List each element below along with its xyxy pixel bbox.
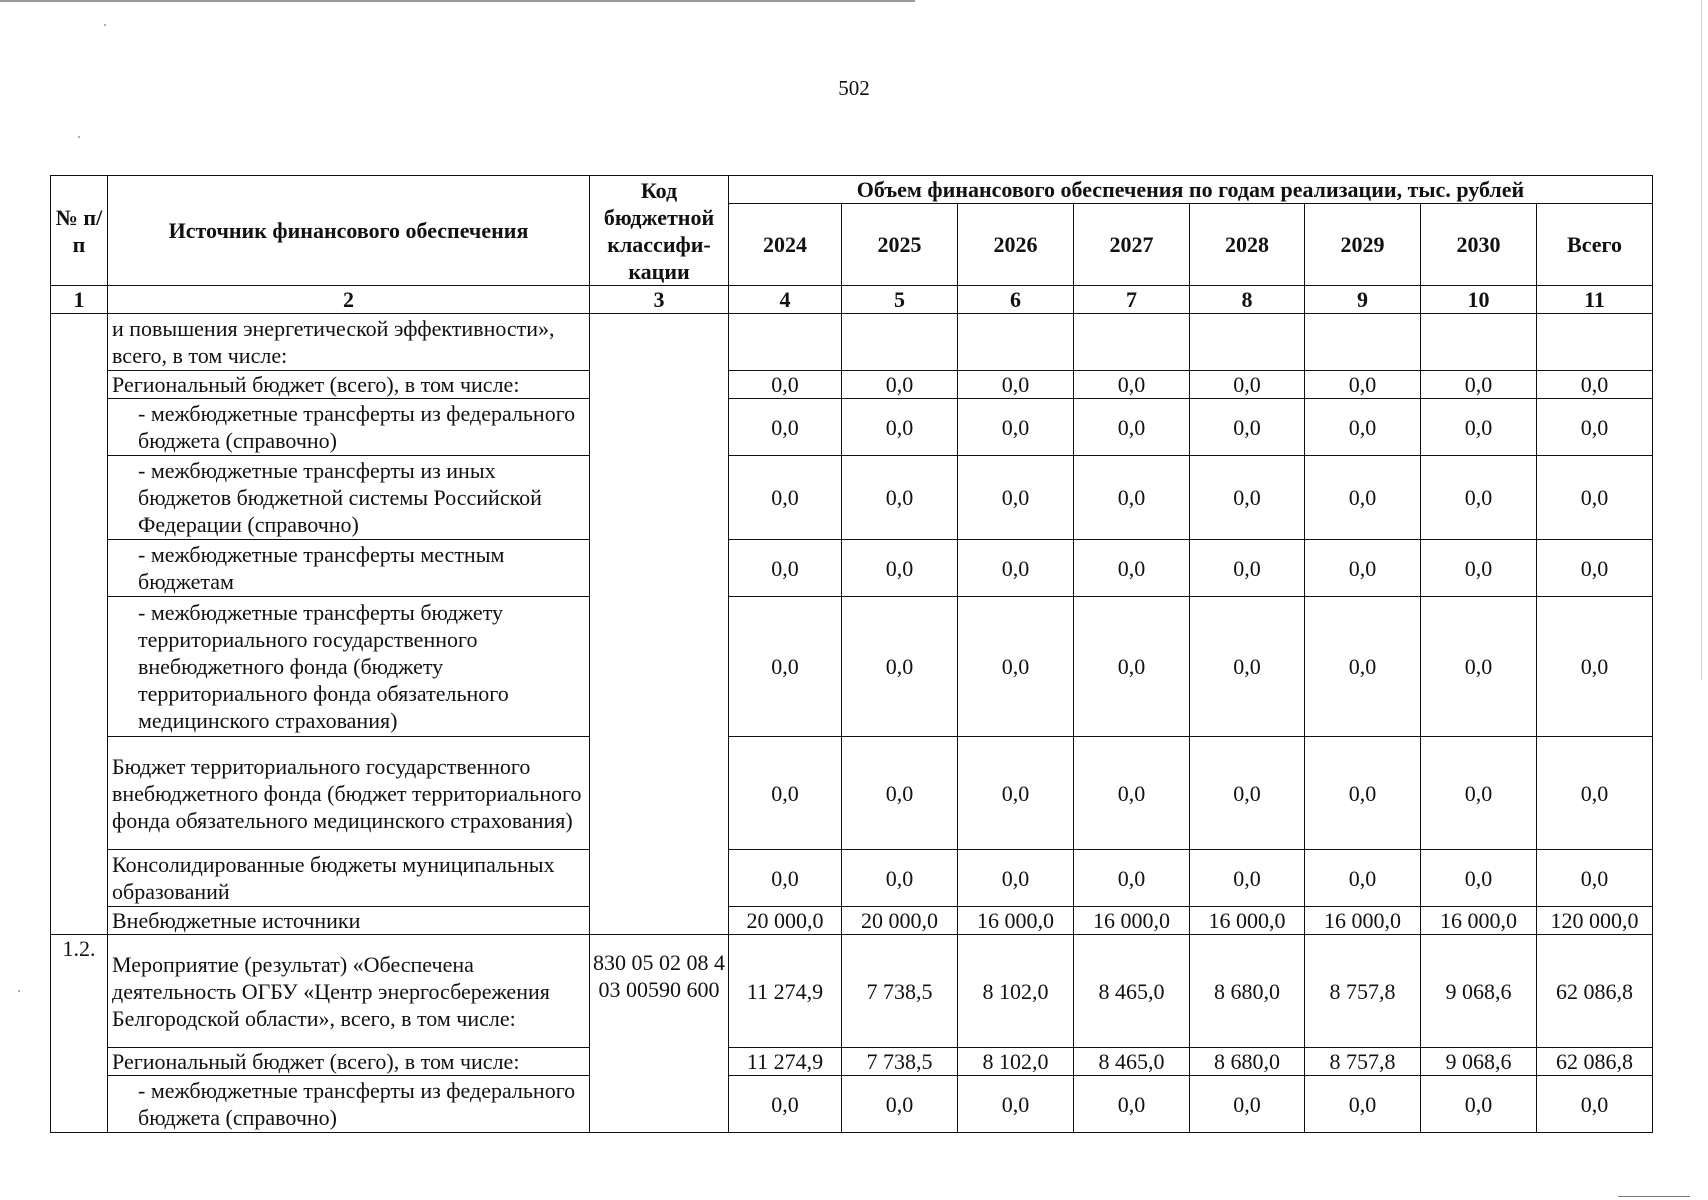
value-cell: 0,0 [842,1076,958,1133]
table-row [51,597,1653,737]
value-cell: 0,0 [1421,850,1537,907]
column-number: 10 [1421,286,1537,314]
value-cell: 0,0 [1190,399,1305,456]
value-cell: 0,0 [958,737,1074,850]
value-cell: 0,0 [1421,540,1537,597]
value-cell: 0,0 [1074,850,1190,907]
value-cell: 8 102,0 [958,1048,1074,1076]
value-cell: 0,0 [1305,1076,1421,1133]
source-cell: Бюджет территориального государственного внебюджетного фонда (бюджет территориального фонда обязательного медицинского страхования) [108,737,590,850]
value-cell: 0,0 [842,540,958,597]
header-total: Всего [1537,204,1653,286]
value-cell: 8 680,0 [1190,935,1305,1048]
table-row [51,456,1653,540]
value-cell: 0,0 [1537,456,1653,540]
scan-edge-line [0,0,915,2]
value-cell: 0,0 [1305,597,1421,737]
value-cell [958,314,1074,371]
value-cell: 16 000,0 [958,907,1074,935]
source-cell: Региональный бюджет (всего), в том числе: [108,1048,590,1076]
value-cell: 16 000,0 [1074,907,1190,935]
header-year: 2025 [842,204,958,286]
value-cell: 0,0 [1074,737,1190,850]
column-number: 1 [51,286,108,314]
source-cell: Консолидированные бюджеты муниципальных образований [108,850,590,907]
header-year: 2024 [729,204,842,286]
value-cell [1305,314,1421,371]
table-row [51,1048,1653,1076]
value-cell: 0,0 [1190,737,1305,850]
value-cell: 7 738,5 [842,1048,958,1076]
column-number: 8 [1190,286,1305,314]
value-cell: 0,0 [729,371,842,399]
value-cell: 0,0 [842,850,958,907]
header-year: 2027 [1074,204,1190,286]
value-cell: 0,0 [1537,850,1653,907]
value-cell: 0,0 [1074,399,1190,456]
value-cell: 11 274,9 [729,935,842,1048]
value-cell: 0,0 [1074,456,1190,540]
value-cell: 0,0 [958,399,1074,456]
value-cell: 0,0 [1537,371,1653,399]
value-cell [1421,314,1537,371]
column-number: 2 [108,286,590,314]
value-cell: 20 000,0 [842,907,958,935]
value-cell: 16 000,0 [1305,907,1421,935]
finance-table [50,175,1653,1133]
value-cell: 0,0 [1190,456,1305,540]
value-cell: 9 068,6 [1421,935,1537,1048]
value-cell: 8 680,0 [1190,1048,1305,1076]
value-cell: 0,0 [842,399,958,456]
scan-speck [18,990,20,992]
value-cell: 0,0 [1305,371,1421,399]
value-cell: 0,0 [729,737,842,850]
column-number: 9 [1305,286,1421,314]
value-cell: 0,0 [1421,1076,1537,1133]
value-cell: 0,0 [1074,540,1190,597]
value-cell: 0,0 [729,1076,842,1133]
value-cell: 0,0 [729,399,842,456]
value-cell [842,314,958,371]
value-cell: 0,0 [1305,540,1421,597]
value-cell: 0,0 [1305,456,1421,540]
table-row [51,935,1653,1048]
value-cell: 0,0 [958,371,1074,399]
value-cell: 0,0 [1537,399,1653,456]
value-cell: 0,0 [729,850,842,907]
value-cell: 0,0 [842,371,958,399]
value-cell: 0,0 [842,737,958,850]
value-cell: 0,0 [1421,597,1537,737]
table-row [51,399,1653,456]
value-cell: 9 068,6 [1421,1048,1537,1076]
value-cell: 0,0 [958,850,1074,907]
row-number [51,314,108,935]
value-cell: 0,0 [1190,850,1305,907]
value-cell: 11 274,9 [729,1048,842,1076]
value-cell: 8 757,8 [1305,1048,1421,1076]
row-number: 1.2. [51,935,108,1133]
source-cell: Внебюджетные источники [108,907,590,935]
value-cell: 8 757,8 [1305,935,1421,1048]
value-cell: 0,0 [1537,737,1653,850]
column-number: 11 [1537,286,1653,314]
value-cell: 62 086,8 [1537,1048,1653,1076]
value-cell: 16 000,0 [1421,907,1537,935]
value-cell: 0,0 [958,1076,1074,1133]
source-cell: - межбюджетные трансферты из иных бюджетов бюджетной системы Российской Федерации (справочно) [108,456,590,540]
header-code: Код бюджетной классифи-кации [590,176,729,286]
value-cell: 0,0 [1190,371,1305,399]
value-cell: 8 465,0 [1074,935,1190,1048]
value-cell [1537,314,1653,371]
value-cell: 0,0 [842,456,958,540]
header-num: № п/п [51,176,108,286]
table-row [51,540,1653,597]
scan-edge-line [1701,0,1702,680]
value-cell: 0,0 [1537,1076,1653,1133]
scan-speck [78,136,80,138]
budget-code [590,314,729,935]
value-cell: 0,0 [958,597,1074,737]
value-cell: 0,0 [1305,850,1421,907]
value-cell: 0,0 [729,540,842,597]
column-number: 4 [729,286,842,314]
table-row [51,314,1653,371]
value-cell: 0,0 [1421,456,1537,540]
page-number: 502 [838,76,870,100]
value-cell: 0,0 [1305,737,1421,850]
value-cell: 0,0 [1190,1076,1305,1133]
value-cell: 62 086,8 [1537,935,1653,1048]
value-cell: 0,0 [1190,540,1305,597]
budget-code: 830 05 02 08 4 03 00590 600 [590,935,729,1133]
value-cell: 8 465,0 [1074,1048,1190,1076]
source-cell: - межбюджетные трансферты из федерального бюджета (справочно) [108,399,590,456]
value-cell: 0,0 [958,456,1074,540]
header-year: 2028 [1190,204,1305,286]
column-number: 3 [590,286,729,314]
table-row [51,907,1653,935]
column-number: 5 [842,286,958,314]
value-cell: 16 000,0 [1190,907,1305,935]
table-row [51,371,1653,399]
value-cell: 0,0 [729,597,842,737]
value-cell: 0,0 [1190,597,1305,737]
column-number: 6 [958,286,1074,314]
value-cell: 8 102,0 [958,935,1074,1048]
header-source: Источник финансового обеспечения [108,176,590,286]
header-volume: Объем финансового обеспечения по годам реализации, тыс. рублей [729,176,1653,204]
value-cell: 0,0 [1074,1076,1190,1133]
value-cell: 7 738,5 [842,935,958,1048]
source-cell: - межбюджетные трансферты местным бюджетам [108,540,590,597]
scan-speck [104,24,106,26]
value-cell: 0,0 [1537,597,1653,737]
source-cell: и повышения энергетической эффективности», всего, в том числе: [108,314,590,371]
value-cell [1190,314,1305,371]
source-cell: - межбюджетные трансферты из федерального бюджета (справочно) [108,1076,590,1133]
source-cell: Мероприятие (результат) «Обеспечена деятельность ОГБУ «Центр энергосбережения Белгородской области», всего, в том числе: [108,935,590,1048]
value-cell: 0,0 [958,540,1074,597]
table-row [51,737,1653,850]
header-year: 2026 [958,204,1074,286]
table-row [51,850,1653,907]
source-cell: - межбюджетные трансферты бюджету территориального государственного внебюджетного фонда (бюджету территориального фонда обязательного медицинского страхования) [108,597,590,737]
value-cell: 0,0 [1074,371,1190,399]
column-number: 7 [1074,286,1190,314]
header-year: 2030 [1421,204,1537,286]
header-year: 2029 [1305,204,1421,286]
value-cell: 0,0 [1421,371,1537,399]
value-cell: 0,0 [1537,540,1653,597]
value-cell: 0,0 [729,456,842,540]
table-row [51,1076,1653,1133]
value-cell: 20 000,0 [729,907,842,935]
source-cell: Региональный бюджет (всего), в том числе: [108,371,590,399]
value-cell: 0,0 [1074,597,1190,737]
value-cell: 0,0 [1421,399,1537,456]
value-cell [729,314,842,371]
value-cell: 0,0 [1421,737,1537,850]
value-cell: 0,0 [842,597,958,737]
value-cell: 120 000,0 [1537,907,1653,935]
scan-edge-line [1618,1196,1690,1197]
value-cell [1074,314,1190,371]
value-cell: 0,0 [1305,399,1421,456]
